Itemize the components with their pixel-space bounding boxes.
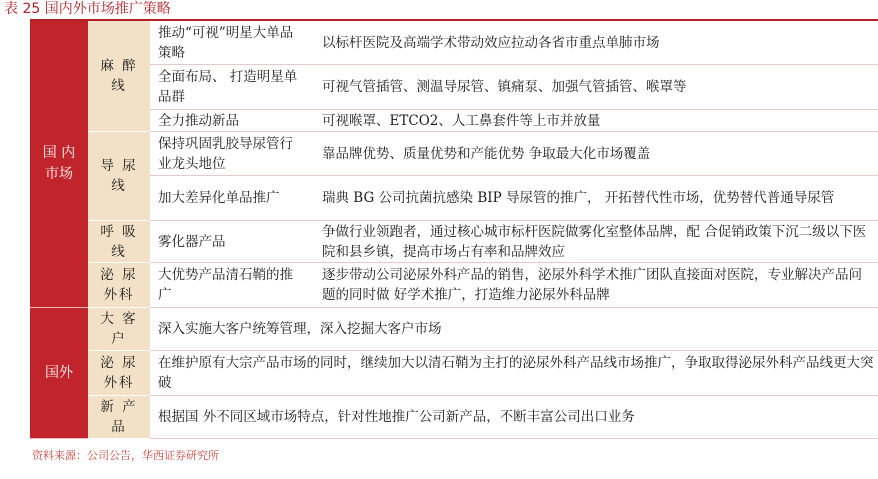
strategy-cell: 保持巩固乳胶导尿管行业龙头地位 xyxy=(150,132,314,176)
line-urinary: 导 尿 线 xyxy=(88,132,150,221)
strategy-cell: 推动“可视”明星大单品策略 xyxy=(150,21,314,65)
strategy-cell: 加大差异化单品推广 xyxy=(150,176,314,221)
strategy-cell: 全力推动新品 xyxy=(150,110,314,132)
strategy-cell: 大优势产品清石鞘的推广 xyxy=(150,263,314,308)
strategy-cell: 雾化器产品 xyxy=(150,221,314,263)
description-cell: 争做行业领跑者，通过核心城市标杆医院做雾化室整体品牌，配 合促销政策下沉二级以下医院和县乡镇，提高市场占有率和品牌效应 xyxy=(314,221,878,263)
description-cell: 靠品牌优势、质量优势和产能优势 争取最大化市场覆盖 xyxy=(314,132,878,176)
line-anesthesia: 麻 醉 线 xyxy=(88,21,150,132)
line-respiratory: 呼 吸 线 xyxy=(88,221,150,263)
strategy-table xyxy=(30,21,878,445)
description-cell: 瑞典 BG 公司抗菌抗感染 BIP 导尿管的推广， 开拓替代性市场，优势替代普通导尿管 xyxy=(314,176,878,221)
table-title: 表 25 国内外市场推广策略 xyxy=(4,1,171,17)
line-key-accounts: 大 客 户 xyxy=(88,308,150,351)
region-domestic: 国 内 市场 xyxy=(30,21,88,308)
description-cell: 深入实施大客户统筹管理，深入挖掘大客户市场 xyxy=(150,308,878,351)
region-overseas: 国外 xyxy=(30,308,88,439)
description-cell: 可视气管插管、测温导尿管、镇痛泵、加强气管插管、喉罩等 xyxy=(314,65,878,110)
source-note: 资料来源：公司公告，华西证券研究所 xyxy=(32,449,219,462)
description-cell: 在维护原有大宗产品市场的同时，继续加大以清石鞘为主打的泌尿外科产品线市场推广，争取取得泌尿外科产品线更大突破 xyxy=(150,351,878,396)
description-cell: 根据国 外不同区域市场特点，针对性地推广公司新产品，不断丰富公司出口业务 xyxy=(150,396,878,439)
description-cell: 可视喉罩、ETCO2、人工鼻套件等上市并放量 xyxy=(314,110,878,132)
description-cell: 以标杆医院及高端学术带动效应拉动各省市重点单肺市场 xyxy=(314,21,878,65)
line-overseas-urology: 泌 尿 外科 xyxy=(88,351,150,396)
description-cell: 逐步带动公司泌尿外科产品的销售，泌尿外科学术推广团队直接面对医院，专业解决产品问题的同时做 好学术推广，打造维力泌尿外科品牌 xyxy=(314,263,878,308)
strategy-cell: 全面布局、 打造明星单品群 xyxy=(150,65,314,110)
line-urology: 泌 尿 外科 xyxy=(88,263,150,308)
line-new-products: 新 产 品 xyxy=(88,396,150,439)
